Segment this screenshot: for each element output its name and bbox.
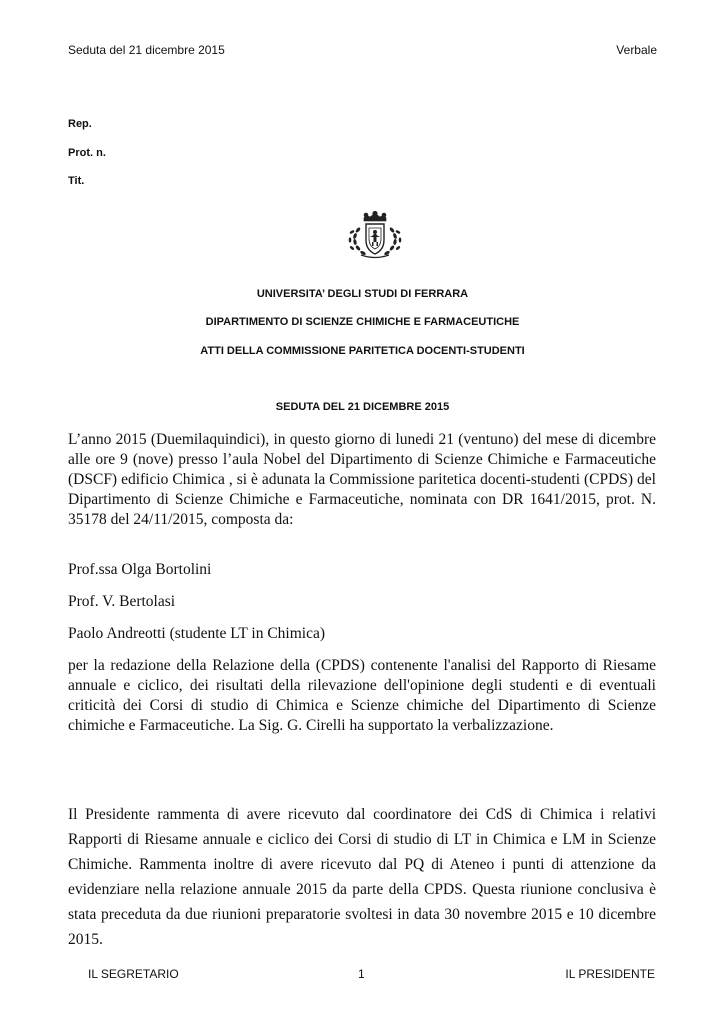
header-session-date: Seduta del 21 dicembre 2015 <box>68 43 225 57</box>
meta-tit: Tit. <box>68 175 85 187</box>
commission-title: ATTI DELLA COMMISSIONE PARITETICA DOCENTI-STUDENTI <box>200 345 525 357</box>
header-doc-type: Verbale <box>616 43 657 57</box>
member-andreotti: Paolo Andreotti (studente LT in Chimica) <box>68 625 326 642</box>
presidente-paragraph: Il Presidente rammenta di avere ricevuto dal coordinatore dei CdS di Chimica i relativi Rapporti di Riesame annuale e ciclico dei Corsi di studio di LT in Chimica e LM in Scienze Chimiche. Rammenta inoltre di avere ricevuto dal PQ di Ateneo i punti di attenzione da evidenziare nella relazione annuale 2015 da parte della CPDS. Questa riunione conclusiva è stata preceduta da due riunioni preparatorie svoltesi in data 30 novembre 2015 e 10 dicembre 2015. <box>68 806 656 948</box>
page-number: 1 <box>358 967 365 981</box>
footer-presidente: IL PRESIDENTE <box>565 967 655 981</box>
department-title: DIPARTIMENTO DI SCIENZE CHIMICHE E FARMACEUTICHE <box>205 316 520 328</box>
meta-rep: Rep. <box>68 118 92 130</box>
university-crest-icon <box>344 210 406 260</box>
university-title: UNIVERSITA’ DEGLI STUDI DI FERRARA <box>256 288 469 300</box>
member-bortolini: Prof.ssa Olga Bortolini <box>68 561 212 578</box>
meta-prot: Prot. n. <box>68 147 106 159</box>
member-bertolasi: Prof. V. Bertolasi <box>68 593 176 610</box>
footer-segretario: IL SEGRETARIO <box>88 967 179 981</box>
intro-paragraph: L’anno 2015 (Duemilaquindici), in questo giorno di lunedi 21 (ventuno) del mese di dicembre alle ore 9 (nove) presso l’aula Nobel del Dipartimento di Scienze Chimiche e Farmaceutiche (DSCF) edificio Chimica , si è adunata la Commissione paritetica docenti-studenti (CPDS) del Dipartimento di Scienze Chimiche e Farmaceutiche, nominata con DR 1641/2015, prot. N. 35178 del 24/11/2015, composta da: <box>68 431 656 528</box>
redazione-paragraph: per la redazione della Relazione della (CPDS) contenente l'analisi del Rapporto di Riesame annuale e ciclico, dei risultati della rilevazione dell'opinione degli studenti e di eventuali criticità dei Corsi di studio di Chimica e Scienze chimiche del Dipartimento di Scienze chimiche e Farmaceutiche. La Sig. G. Cirelli ha supportato la verbalizzazione. <box>68 657 656 734</box>
session-title: SEDUTA DEL 21 DICEMBRE 2015 <box>275 401 450 413</box>
